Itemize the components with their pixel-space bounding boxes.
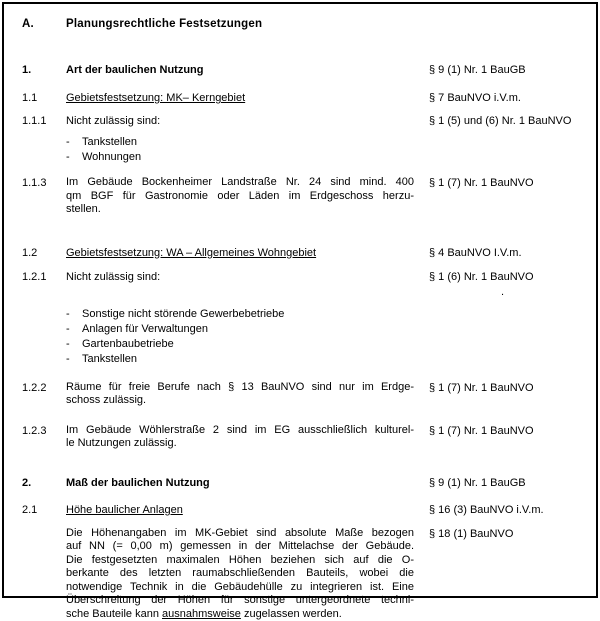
list-dash: -	[66, 307, 82, 322]
section-number: 1.1	[22, 91, 66, 105]
section-title: Nicht zulässig sind:	[66, 270, 414, 284]
paragraph-text: sche Bauteile kann	[66, 608, 162, 620]
section-1-1-1-row	[22, 114, 596, 128]
paragraph-line: qm BGF für Gastronomie oder Läden im Erdgeschoss herzu-	[66, 190, 414, 204]
section-number: 1.	[22, 63, 66, 77]
section-number: 1.1.3	[22, 176, 66, 190]
list-dash: -	[66, 352, 82, 367]
list-dash: -	[66, 337, 82, 352]
paragraph-line: Die Höhenangaben im MK-Gebiet sind absolute Maße bezogen	[66, 527, 414, 541]
section-number: 2.	[22, 476, 66, 490]
legal-reference: § 9 (1) Nr. 1 BauGB	[414, 63, 596, 77]
paragraph-line: Räume für freie Berufe nach § 13 BauNVO sind nur im Erdge-	[66, 381, 414, 395]
list-item	[66, 150, 414, 165]
document-title: Planungsrechtliche Festsetzungen	[66, 17, 414, 31]
list-dash: -	[66, 135, 82, 150]
section-1-2-3-row	[22, 424, 596, 451]
legal-reference: § 1 (7) Nr. 1 BauNVO	[414, 176, 596, 190]
section-1-1-row	[22, 91, 596, 105]
document-header-row	[22, 17, 596, 31]
legal-reference: § 1 (7) Nr. 1 BauNVO	[414, 381, 596, 395]
section-1-2-2-row	[22, 381, 596, 408]
paragraph-line: berkante des letzten raumabschließenden Bauteils, wobei die	[66, 567, 414, 581]
section-number: A.	[22, 17, 66, 31]
list-item-text: Sonstige nicht störende Gewerbebetriebe	[82, 307, 414, 322]
list-item-text: Tankstellen	[82, 352, 414, 367]
section-number: 2.1	[22, 503, 66, 517]
paragraph-line: notwendige Technik in die Gebäudehülle zu integrieren ist. Eine	[66, 581, 414, 595]
paragraph-line: Die festgesetzten maximalen Höhen beziehen sich auf die O-	[66, 554, 414, 568]
paragraph-line: Überschreitung der Höhen für sonstige untergeordnete techni-	[66, 594, 414, 608]
section-title: Art der baulichen Nutzung	[66, 63, 414, 77]
paragraph-line: le Nutzungen zulässig.	[66, 437, 414, 451]
section-title: Nicht zulässig sind:	[66, 114, 414, 128]
legal-reference: § 1 (5) und (6) Nr. 1 BauNVO	[414, 114, 596, 128]
legal-reference: § 7 BauNVO i.V.m.	[414, 91, 596, 105]
underlined-word: ausnahmsweise	[162, 608, 241, 620]
section-2-1-paragraph-row	[22, 527, 596, 621]
legal-reference: § 1 (7) Nr. 1 BauNVO	[414, 424, 596, 438]
section-1-2-1-list-row	[22, 307, 596, 367]
list-item	[66, 352, 414, 367]
legal-reference: § 4 BauNVO I.V.m.	[414, 246, 596, 260]
list-item-text: Wohnungen	[82, 150, 414, 165]
list-item	[66, 322, 414, 337]
section-number: 1.2.3	[22, 424, 66, 438]
legal-reference: § 9 (1) Nr. 1 BauGB	[414, 476, 596, 490]
section-2-row	[22, 476, 596, 490]
stray-period: .	[429, 284, 596, 300]
paragraph-line: auf NN (= 0,00 m) gemessen in der Mittelachse der Gebäude.	[66, 540, 414, 554]
section-1-row	[22, 63, 596, 77]
list-item	[66, 337, 414, 352]
section-number: 1.2.2	[22, 381, 66, 395]
list-dash: -	[66, 150, 82, 165]
section-1-2-row	[22, 246, 596, 260]
paragraph-line: stellen.	[66, 203, 414, 217]
section-1-1-1-list-row	[22, 135, 596, 165]
paragraph-line: Im Gebäude Bockenheimer Landstraße Nr. 24 sind mind. 400	[66, 176, 414, 190]
list-item	[66, 307, 414, 322]
section-title: Gebietsfestsetzung: WA – Allgemeines Wohngebiet	[66, 247, 316, 259]
section-2-1-row	[22, 503, 596, 517]
legal-reference: § 16 (3) BauNVO i.V.m.	[414, 503, 596, 517]
section-number: 1.1.1	[22, 114, 66, 128]
paragraph-line: Im Gebäude Wöhlerstraße 2 sind im EG ausschließlich kulturel-	[66, 424, 414, 438]
section-title: Gebietsfestsetzung: MK– Kerngebiet	[66, 92, 245, 104]
list-item-text: Gartenbaubetriebe	[82, 337, 414, 352]
section-title: Höhe baulicher Anlagen	[66, 504, 183, 516]
section-number: 1.2.1	[22, 270, 66, 284]
section-number: 1.2	[22, 246, 66, 260]
legal-reference: § 1 (6) Nr. 1 BauNVO	[429, 270, 596, 284]
section-title: Maß der baulichen Nutzung	[66, 476, 414, 490]
paragraph-line: schoss zulässig.	[66, 394, 414, 408]
legal-reference: § 18 (1) BauNVO	[414, 527, 596, 541]
section-1-1-3-row	[22, 176, 596, 217]
list-dash: -	[66, 322, 82, 337]
list-item-text: Anlagen für Verwaltungen	[82, 322, 414, 337]
paragraph-text: zugelassen werden.	[241, 608, 342, 620]
list-item	[66, 135, 414, 150]
list-item-text: Tankstellen	[82, 135, 414, 150]
section-1-2-1-row	[22, 270, 596, 300]
planning-document-page	[2, 2, 598, 598]
